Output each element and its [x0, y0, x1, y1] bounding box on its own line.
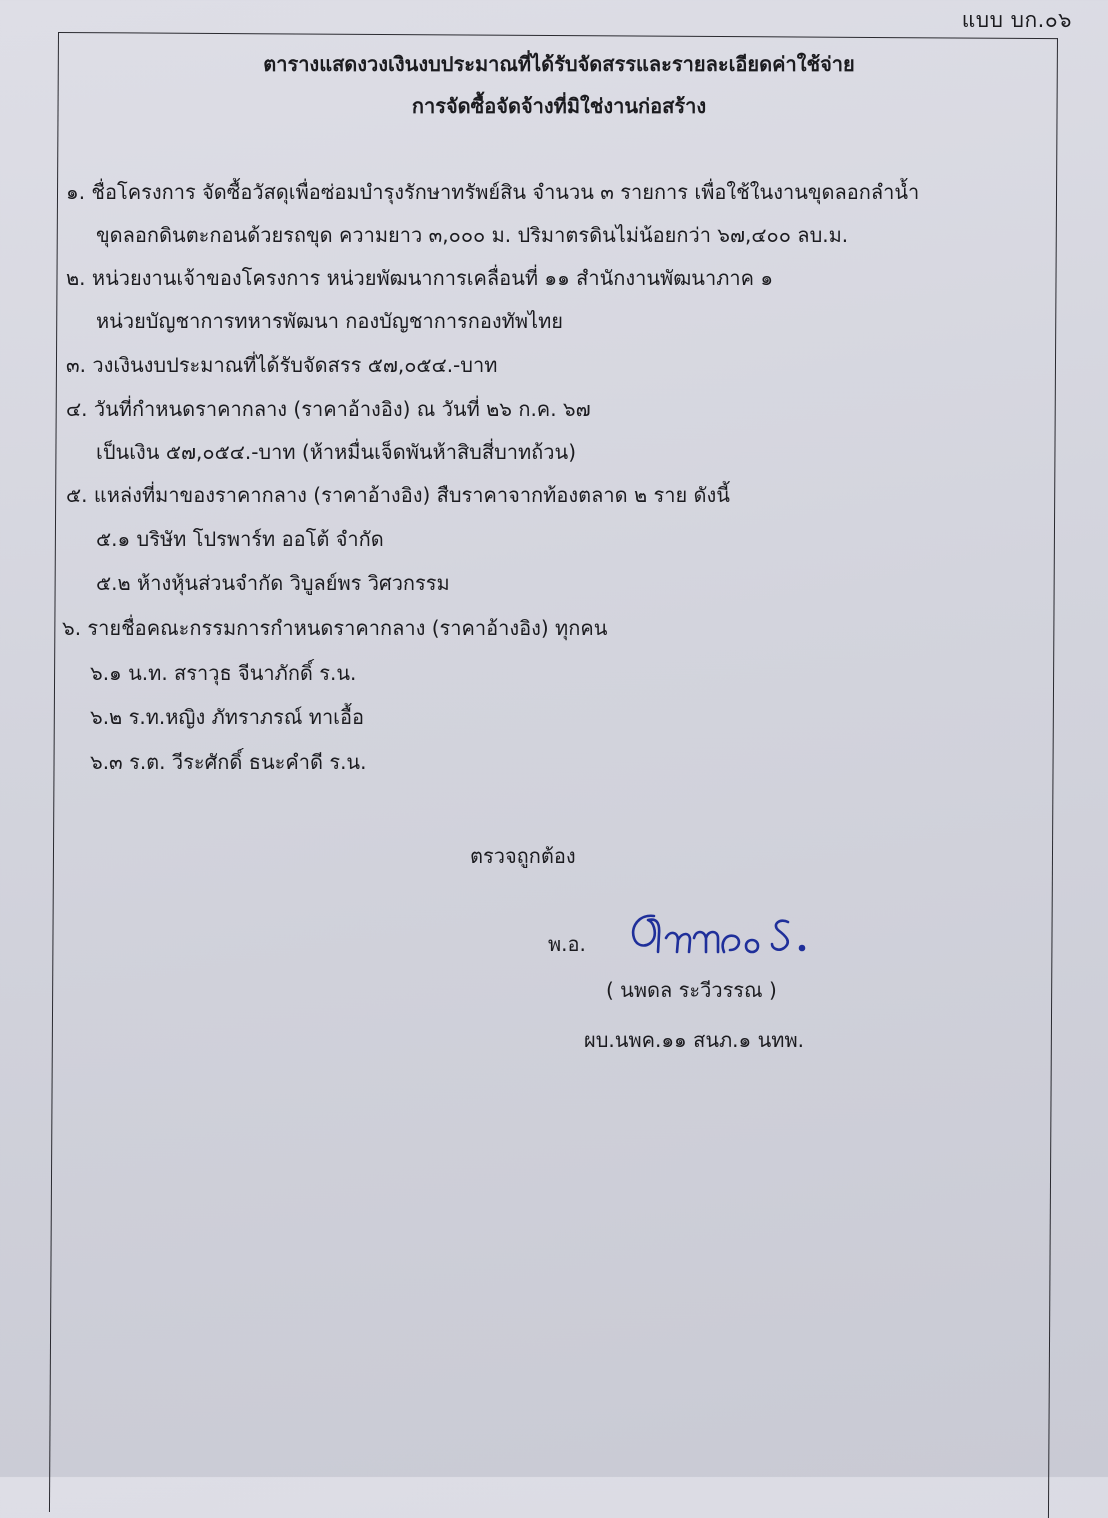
signer-name: ( นพดล ระวีวรรณ ) [606, 978, 777, 1002]
item-6: ๖. รายชื่อคณะกรรมการกำหนดราคากลาง (ราคาอ้างอิง) ทุกคน [62, 616, 608, 640]
document-title-line2: การจัดซื้อจัดจ้างที่มิใช่งานก่อสร้าง [411, 94, 707, 118]
item-1-line2: ขุดลอกดินตะกอนด้วยรถขุด ความยาว ๓,๐๐๐ ม. ปริมาตรดินไม่น้อยกว่า ๖๗,๔๐๐ ลบ.ม. [96, 223, 849, 247]
verified-label: ตรวจถูกต้อง [470, 844, 576, 868]
form-code: แบบ บก.๐๖ [961, 8, 1072, 32]
handwritten-signature [626, 908, 816, 968]
signer-rank: พ.อ. [548, 932, 586, 956]
item-5: ๕. แหล่งที่มาของราคากลาง (ราคาอ้างอิง) สืบราคาจากท้องตลาด ๒ ราย ดังนี้ [66, 483, 730, 507]
item-2-line1: ๒. หน่วยงานเจ้าของโครงการ หน่วยพัฒนาการเคลื่อนที่ ๑๑ สำนักงานพัฒนาภาค ๑ [66, 266, 774, 290]
item-2-line2: หน่วยบัญชาการทหารพัฒนา กองบัญชาการกองทัพไทย [96, 309, 564, 333]
item-6-1: ๖.๑ น.ท. สราวุธ จีนาภักดิ์ ร.น. [90, 661, 357, 685]
item-4-line2: เป็นเงิน ๕๗,๐๕๔.-บาท (ห้าหมื่นเจ็ดพันห้าสิบสี่บาทถ้วน) [96, 440, 576, 464]
item-5-1: ๕.๑ บริษัท โปรพาร์ท ออโต้ จำกัด [96, 527, 384, 551]
item-4-line1: ๔. วันที่กำหนดราคากลาง (ราคาอ้างอิง) ณ วันที่ ๒๖ ก.ค. ๖๗ [66, 397, 591, 421]
item-5-2: ๕.๒ ห้างหุ้นส่วนจำกัด วิบูลย์พร วิศวกรรม [96, 571, 450, 595]
item-3: ๓. วงเงินงบประมาณที่ได้รับจัดสรร ๕๗,๐๕๔.-บาท [66, 353, 498, 377]
item-1-line1: ๑. ชื่อโครงการ จัดซื้อวัสดุเพื่อซ่อมบำรุงรักษาทรัพย์สิน จำนวน ๓ รายการ เพื่อใช้ในงานขุดลอกลำน้ำ [66, 180, 920, 204]
item-6-3: ๖.๓ ร.ต. วีระศักดิ์ ธนะคำดี ร.น. [90, 750, 367, 774]
item-6-2: ๖.๒ ร.ท.หญิง ภัทราภรณ์ ทาเอื้อ [90, 705, 365, 729]
document-title-line1: ตารางแสดงวงเงินงบประมาณที่ได้รับจัดสรรและรายละเอียดค่าใช้จ่าย [263, 52, 855, 76]
signer-position: ผบ.นพค.๑๑ สนภ.๑ นทพ. [584, 1028, 804, 1052]
